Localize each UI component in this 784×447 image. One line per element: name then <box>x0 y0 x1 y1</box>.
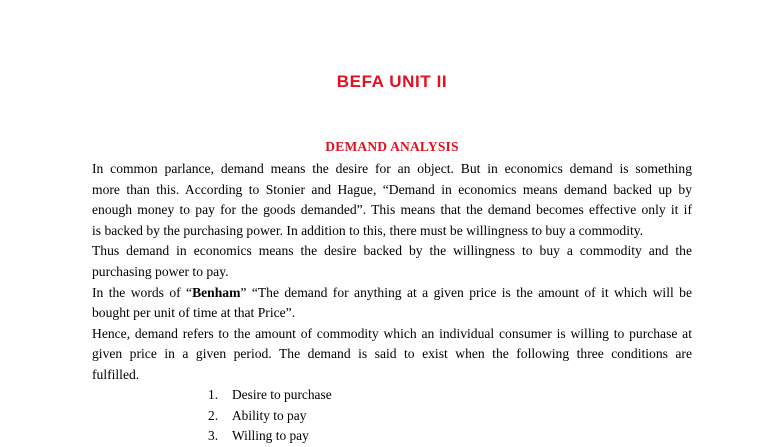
section-heading: DEMAND ANALYSIS <box>325 139 459 154</box>
list-number: 1. <box>208 387 219 402</box>
list-number: 2. <box>208 407 219 423</box>
list-text: Willing to pay <box>232 428 309 444</box>
paragraph-economics-demand <box>92 241 692 282</box>
list-number: 3. <box>208 428 219 444</box>
list-text: Desire to purchase <box>232 387 332 402</box>
paragraph-conditions-intro <box>92 324 692 386</box>
paragraph-benham-quote <box>92 283 692 324</box>
text-line <box>92 283 692 304</box>
conditions-list <box>208 385 332 447</box>
text-line: given price in a given period. The demand is said to exist when the following three conditions are <box>92 346 692 362</box>
text-line: enough money to pay for the goods demanded”. This means that the demand becomes effective only it if <box>92 202 692 218</box>
list-text: Ability to pay <box>232 407 307 423</box>
quote-text: ” “The demand for anything at a given price is the amount of it which will be <box>240 284 692 300</box>
list-item <box>208 406 332 427</box>
text-line: bought per unit of time at that Price”. <box>92 305 296 321</box>
quote-prefix: In the words of “ <box>92 284 193 300</box>
paragraph-definition <box>92 159 692 241</box>
text-line: fulfilled. <box>92 366 140 382</box>
text-line: In common parlance, demand means the desire for an object. But in economics demand is something <box>92 161 692 176</box>
page-title: BEFA UNIT II <box>336 72 448 91</box>
list-item <box>208 385 332 406</box>
document-body <box>92 159 692 386</box>
text-line: purchasing power to pay. <box>92 263 229 279</box>
text-line: more than this. According to Stonier and Hague, “Demand in economics means demand backed up by <box>92 181 692 197</box>
quote-author: Benham <box>192 284 241 300</box>
text-line: Hence, demand refers to the amount of commodity which an individual consumer is willing to purchase at <box>92 325 692 341</box>
list-item <box>208 426 332 447</box>
text-line: is backed by the purchasing power. In addition to this, there must be willingness to buy a commodity. <box>92 222 644 238</box>
text-line: Thus demand in economics means the desire backed by the willingness to buy a commodity and the <box>92 243 692 259</box>
